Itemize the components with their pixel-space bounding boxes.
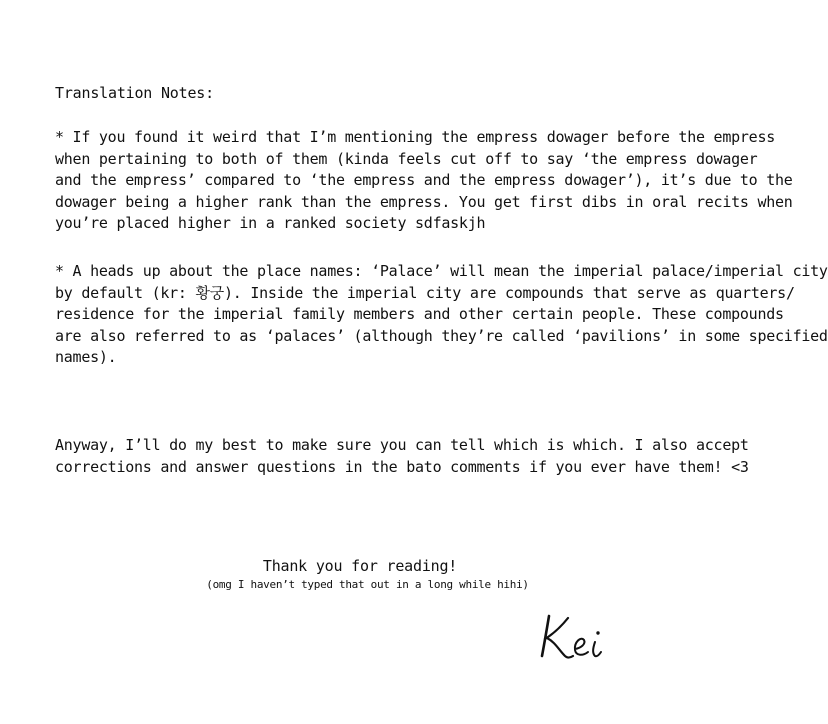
text-line: and the empress’ compared to ‘the empress and the empress dowager’), it’s due to the (55, 171, 793, 189)
text-line: dowager being a higher rank than the empress. You get first dibs in oral recits when (55, 192, 793, 211)
text-line: when pertaining to both of them (kinda feels cut off to say ‘the empress dowager (55, 149, 758, 168)
aside-note: (omg I haven’t typed that out in a long while hihi) (206, 578, 529, 591)
text-line: corrections and answer questions in the bato comments if you ever have them! <3 (55, 457, 749, 476)
text-line: * A heads up about the place names: ‘Palace’ will mean the imperial palace/imperial city (55, 262, 828, 280)
note-dowager-order (55, 127, 793, 235)
text-line: names). (55, 348, 117, 366)
text-line: * If you found it weird that I’m mentioning the empress dowager before the empress (55, 128, 776, 146)
thank-you-line: Thank you for reading! (262, 557, 458, 575)
text-line: by default (kr: 황궁). Inside the imperial city are compounds that serve as quarters/ (55, 283, 795, 302)
note-closing-remark (55, 435, 749, 478)
text-line: residence for the imperial family members and other certain people. These compounds (55, 305, 784, 323)
notes-heading: Translation Notes: (55, 84, 214, 102)
note-place-names (55, 261, 828, 369)
text-line: Anyway, I’ll do my best to make sure you can tell which is which. I also accept (55, 436, 749, 454)
text-line: are also referred to as ‘palaces’ (although they’re called ‘pavilions’ in some specified (55, 326, 828, 345)
text-line: you’re placed higher in a ranked society sdfaskjh (55, 214, 486, 232)
kei-signature (535, 606, 615, 666)
